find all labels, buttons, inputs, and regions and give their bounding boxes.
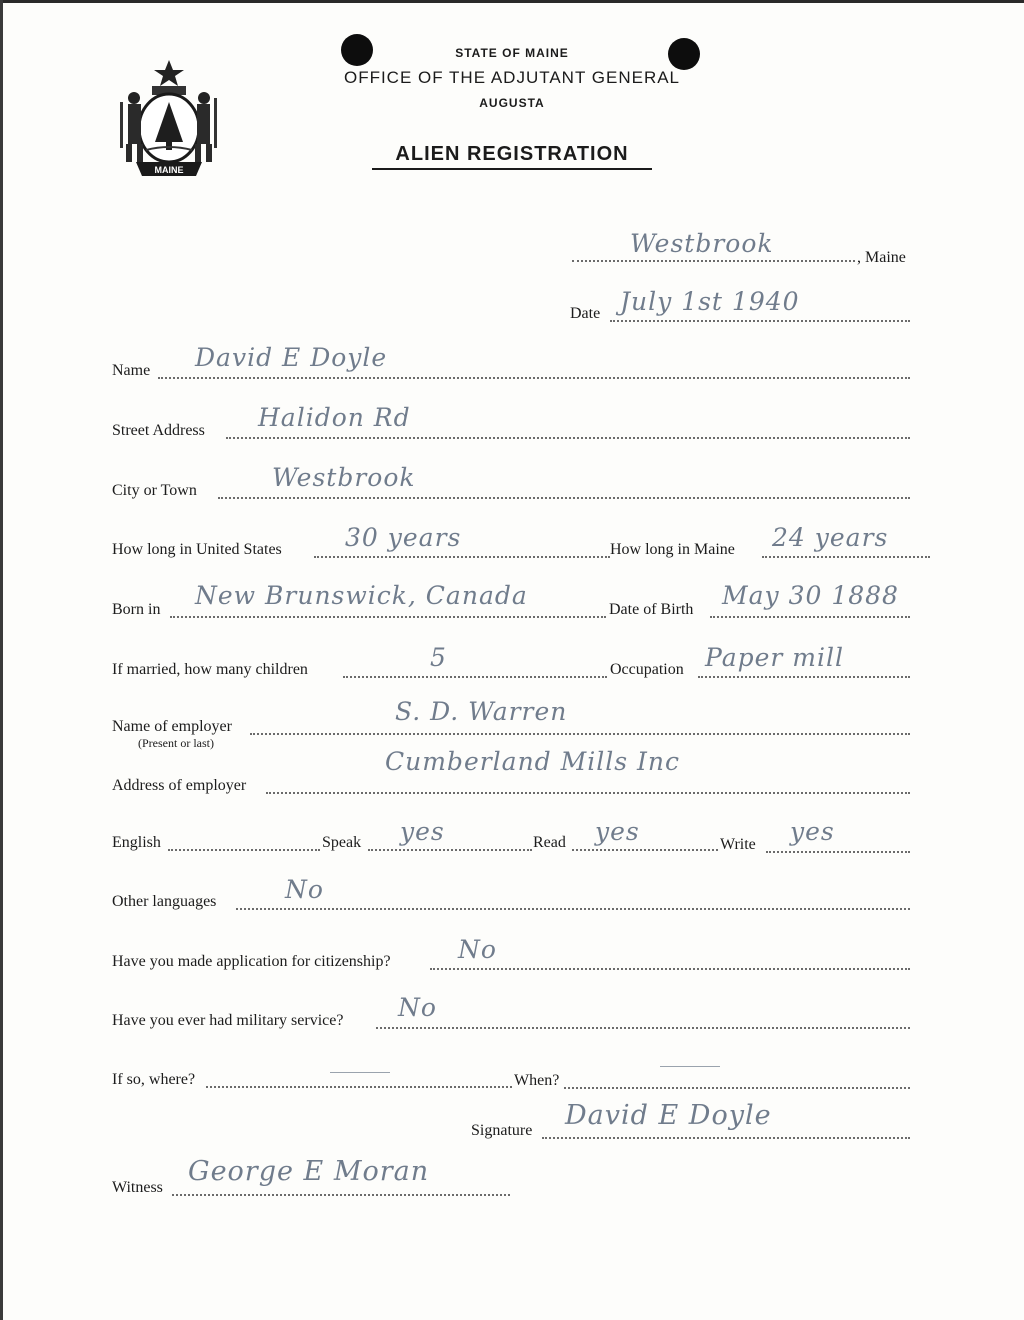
street-address-label: Street Address [112, 422, 205, 439]
seal-scroll-text: MAINE [154, 165, 184, 175]
how-long-us-line [314, 556, 610, 558]
born-in-line [170, 616, 606, 618]
title-underline [372, 168, 652, 170]
occupation-line [698, 676, 910, 678]
read-label: Read [533, 834, 566, 851]
other-languages-value: No [285, 875, 324, 904]
town-value: Westbrook [630, 229, 774, 258]
read-value: yes [595, 817, 640, 846]
scan-border-top [0, 0, 1024, 3]
city-value: Westbrook [272, 463, 416, 492]
children-value: 5 [430, 643, 447, 672]
military-value: No [398, 993, 437, 1022]
how-long-maine-line [762, 556, 930, 558]
street-address-value: Halidon Rd [258, 403, 411, 432]
when-label: When? [514, 1072, 560, 1089]
date-line [610, 320, 910, 322]
citizenship-label: Have you made application for citizenship? [112, 953, 391, 970]
speak-label: Speak [322, 834, 362, 851]
date-label: Date [570, 305, 601, 322]
military-label: Have you ever had military service? [112, 1012, 344, 1029]
name-value: David E Doyle [195, 343, 388, 372]
date-of-birth-line [710, 616, 910, 618]
write-line [766, 851, 910, 853]
other-languages-line [236, 908, 910, 910]
when-dash-mark [660, 1066, 720, 1067]
how-long-us-label: How long in United States [112, 541, 282, 558]
born-in-label: Born in [112, 601, 161, 618]
write-label: Write [720, 836, 756, 853]
where-dash-mark [330, 1072, 390, 1073]
citizenship-line [430, 968, 910, 970]
date-of-birth-label: Date of Birth [609, 601, 694, 618]
name-label: Name [112, 362, 151, 379]
witness-label: Witness [112, 1179, 163, 1196]
employer-address-label: Address of employer [112, 777, 247, 794]
employer-line [250, 733, 910, 735]
if-so-where-label: If so, where? [112, 1071, 196, 1088]
city-line [218, 497, 910, 499]
how-long-us-value: 30 years [345, 523, 462, 552]
occupation-value: Paper mill [705, 643, 844, 672]
header-state: STATE OF MAINE [455, 46, 569, 60]
employer-label: Name of employer [112, 718, 232, 735]
town-line [572, 260, 855, 262]
employer-note: (Present or last) [138, 736, 214, 750]
date-of-birth-value: May 30 1888 [722, 581, 899, 610]
citizenship-value: No [458, 935, 497, 964]
signature-value: David E Doyle [565, 1100, 772, 1131]
occupation-label: Occupation [610, 661, 684, 678]
military-line [376, 1027, 910, 1029]
street-address-line [226, 437, 910, 439]
name-line [158, 377, 910, 379]
write-value: yes [790, 817, 835, 846]
speak-value: yes [400, 817, 445, 846]
speak-line [368, 849, 532, 851]
if-so-where-line [206, 1086, 512, 1088]
children-label: If married, how many children [112, 661, 308, 678]
header-city: AUGUSTA [479, 96, 545, 110]
witness-line [172, 1194, 510, 1196]
other-languages-label: Other languages [112, 893, 217, 910]
english-label: English [112, 834, 161, 851]
date-value: July 1st 1940 [620, 287, 800, 316]
born-in-value: New Brunswick, Canada [195, 581, 528, 610]
form-title: ALIEN REGISTRATION [395, 143, 629, 165]
scan-border-left [0, 0, 3, 1320]
english-line [168, 849, 320, 851]
signature-label: Signature [471, 1122, 533, 1139]
how-long-maine-label: How long in Maine [610, 541, 735, 558]
children-line [343, 676, 607, 678]
when-line [564, 1087, 910, 1089]
maine-suffix: , Maine [857, 249, 906, 266]
employer-address-value: Cumberland Mills Inc [385, 747, 680, 776]
read-line [572, 849, 718, 851]
employer-value: S. D. Warren [395, 697, 568, 726]
city-label: City or Town [112, 482, 197, 499]
employer-address-line [266, 792, 910, 794]
header-office: OFFICE OF THE ADJUTANT GENERAL [343, 68, 681, 87]
how-long-maine-value: 24 years [772, 523, 889, 552]
signature-line [542, 1137, 910, 1139]
witness-value: George E Moran [188, 1156, 430, 1187]
